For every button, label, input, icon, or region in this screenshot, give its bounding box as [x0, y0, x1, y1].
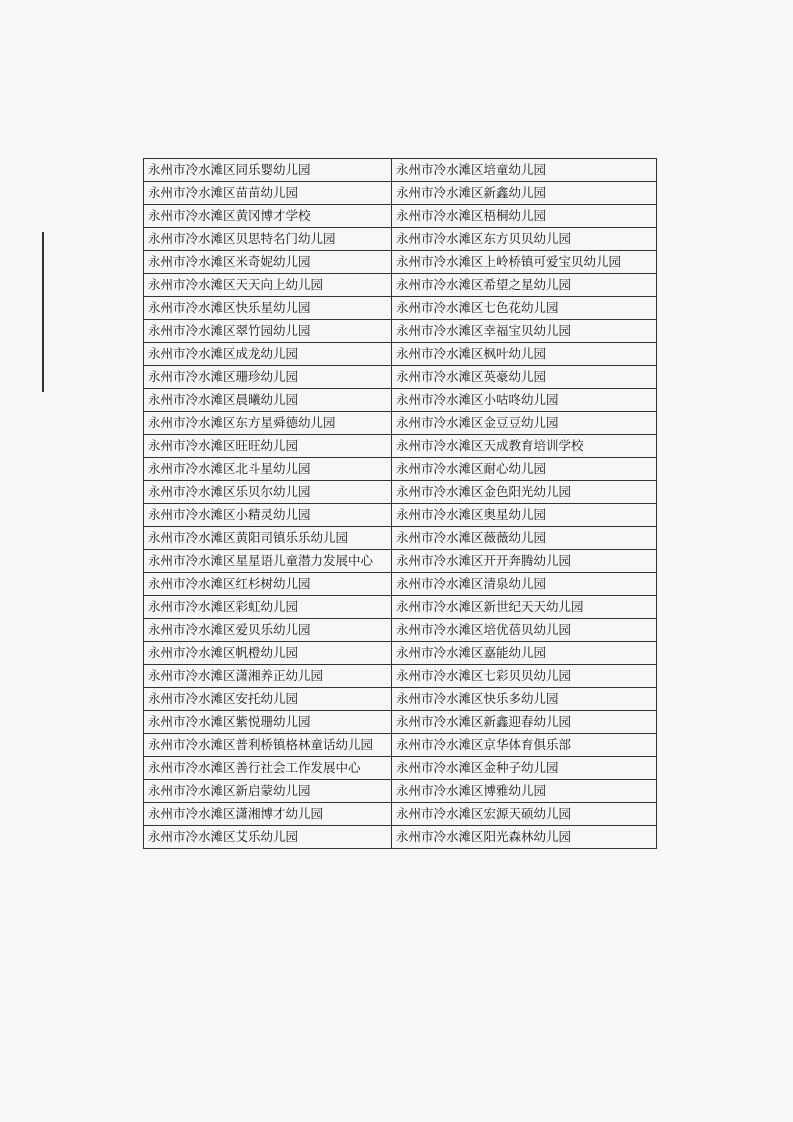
table-row	[144, 504, 657, 527]
table-row	[144, 688, 657, 711]
right-cell: 永州市冷水滩区清泉幼儿园	[392, 573, 657, 596]
left-cell: 永州市冷水滩区东方星舜德幼儿园	[144, 412, 392, 435]
table-row	[144, 803, 657, 826]
left-cell: 永州市冷水滩区贝思特名门幼儿园	[144, 228, 392, 251]
table-row	[144, 527, 657, 550]
table-row	[144, 320, 657, 343]
left-cell: 永州市冷水滩区珊珍幼儿园	[144, 366, 392, 389]
table-row	[144, 573, 657, 596]
right-cell: 永州市冷水滩区梧桐幼儿园	[392, 205, 657, 228]
table-row	[144, 297, 657, 320]
right-cell: 永州市冷水滩区培优蓓贝幼儿园	[392, 619, 657, 642]
table-row	[144, 734, 657, 757]
left-cell: 永州市冷水滩区艾乐幼儿园	[144, 826, 392, 849]
right-cell: 永州市冷水滩区培童幼儿园	[392, 159, 657, 182]
table-row	[144, 366, 657, 389]
right-cell: 永州市冷水滩区七彩贝贝幼儿园	[392, 665, 657, 688]
table-row	[144, 757, 657, 780]
table-body	[144, 159, 657, 849]
table-row	[144, 711, 657, 734]
left-cell: 永州市冷水滩区彩虹幼儿园	[144, 596, 392, 619]
table-row	[144, 481, 657, 504]
right-cell: 永州市冷水滩区耐心幼儿园	[392, 458, 657, 481]
left-cell: 永州市冷水滩区旺旺幼儿园	[144, 435, 392, 458]
table-row	[144, 343, 657, 366]
table-row	[144, 389, 657, 412]
table-row	[144, 159, 657, 182]
right-cell: 永州市冷水滩区奥星幼儿园	[392, 504, 657, 527]
left-cell: 永州市冷水滩区天天向上幼儿园	[144, 274, 392, 297]
table-row	[144, 412, 657, 435]
table-row	[144, 435, 657, 458]
table-row	[144, 780, 657, 803]
table-row	[144, 596, 657, 619]
right-cell: 永州市冷水滩区新世纪天天幼儿园	[392, 596, 657, 619]
left-cell: 永州市冷水滩区红杉树幼儿园	[144, 573, 392, 596]
right-cell: 永州市冷水滩区阳光森林幼儿园	[392, 826, 657, 849]
left-cell: 永州市冷水滩区黄冈博才学校	[144, 205, 392, 228]
right-cell: 永州市冷水滩区金豆豆幼儿园	[392, 412, 657, 435]
kindergarten-list-table	[143, 158, 657, 849]
left-cell: 永州市冷水滩区紫悦珊幼儿园	[144, 711, 392, 734]
left-cell: 永州市冷水滩区小精灵幼儿园	[144, 504, 392, 527]
table-row	[144, 228, 657, 251]
left-cell: 永州市冷水滩区爱贝乐幼儿园	[144, 619, 392, 642]
right-cell: 永州市冷水滩区快乐多幼儿园	[392, 688, 657, 711]
right-cell: 永州市冷水滩区嘉能幼儿园	[392, 642, 657, 665]
left-cell: 永州市冷水滩区同乐婴幼儿园	[144, 159, 392, 182]
right-cell: 永州市冷水滩区新鑫幼儿园	[392, 182, 657, 205]
right-cell: 永州市冷水滩区东方贝贝幼儿园	[392, 228, 657, 251]
right-cell: 永州市冷水滩区薇薇幼儿园	[392, 527, 657, 550]
left-cell: 永州市冷水滩区快乐星幼儿园	[144, 297, 392, 320]
right-cell: 永州市冷水滩区幸福宝贝幼儿园	[392, 320, 657, 343]
right-cell: 永州市冷水滩区宏源天硕幼儿园	[392, 803, 657, 826]
right-cell: 永州市冷水滩区京华体育俱乐部	[392, 734, 657, 757]
right-cell: 永州市冷水滩区英豪幼儿园	[392, 366, 657, 389]
right-cell: 永州市冷水滩区天成教育培训学校	[392, 435, 657, 458]
table-row	[144, 458, 657, 481]
right-cell: 永州市冷水滩区枫叶幼儿园	[392, 343, 657, 366]
left-cell: 永州市冷水滩区米奇妮幼儿园	[144, 251, 392, 274]
right-cell: 永州市冷水滩区七色花幼儿园	[392, 297, 657, 320]
left-cell: 永州市冷水滩区潇湘博才幼儿园	[144, 803, 392, 826]
table-row	[144, 274, 657, 297]
right-cell: 永州市冷水滩区金色阳光幼儿园	[392, 481, 657, 504]
left-cell: 永州市冷水滩区北斗星幼儿园	[144, 458, 392, 481]
right-cell: 永州市冷水滩区小咕咚幼儿园	[392, 389, 657, 412]
right-cell: 永州市冷水滩区上岭桥镇可爱宝贝幼儿园	[392, 251, 657, 274]
right-cell: 永州市冷水滩区开开奔腾幼儿园	[392, 550, 657, 573]
left-cell: 永州市冷水滩区善行社会工作发展中心	[144, 757, 392, 780]
table-row	[144, 826, 657, 849]
left-cell: 永州市冷水滩区苗苗幼儿园	[144, 182, 392, 205]
right-cell: 永州市冷水滩区新鑫迎春幼儿园	[392, 711, 657, 734]
table-row	[144, 205, 657, 228]
right-cell: 永州市冷水滩区希望之星幼儿园	[392, 274, 657, 297]
table-row	[144, 619, 657, 642]
left-cell: 永州市冷水滩区普利桥镇格林童话幼儿园	[144, 734, 392, 757]
left-cell: 永州市冷水滩区晨曦幼儿园	[144, 389, 392, 412]
left-cell: 永州市冷水滩区黄阳司镇乐乐幼儿园	[144, 527, 392, 550]
right-cell: 永州市冷水滩区博雅幼儿园	[392, 780, 657, 803]
left-cell: 永州市冷水滩区安托幼儿园	[144, 688, 392, 711]
right-cell: 永州市冷水滩区金种子幼儿园	[392, 757, 657, 780]
left-cell: 永州市冷水滩区潇湘养正幼儿园	[144, 665, 392, 688]
table-row	[144, 642, 657, 665]
left-cell: 永州市冷水滩区星星语儿童潜力发展中心	[144, 550, 392, 573]
left-cell: 永州市冷水滩区成龙幼儿园	[144, 343, 392, 366]
scan-margin-line	[42, 232, 44, 392]
table-row	[144, 251, 657, 274]
left-cell: 永州市冷水滩区帆橙幼儿园	[144, 642, 392, 665]
table-row	[144, 665, 657, 688]
table-row	[144, 550, 657, 573]
left-cell: 永州市冷水滩区新启蒙幼儿园	[144, 780, 392, 803]
table-row	[144, 182, 657, 205]
left-cell: 永州市冷水滩区翠竹园幼儿园	[144, 320, 392, 343]
left-cell: 永州市冷水滩区乐贝尔幼儿园	[144, 481, 392, 504]
